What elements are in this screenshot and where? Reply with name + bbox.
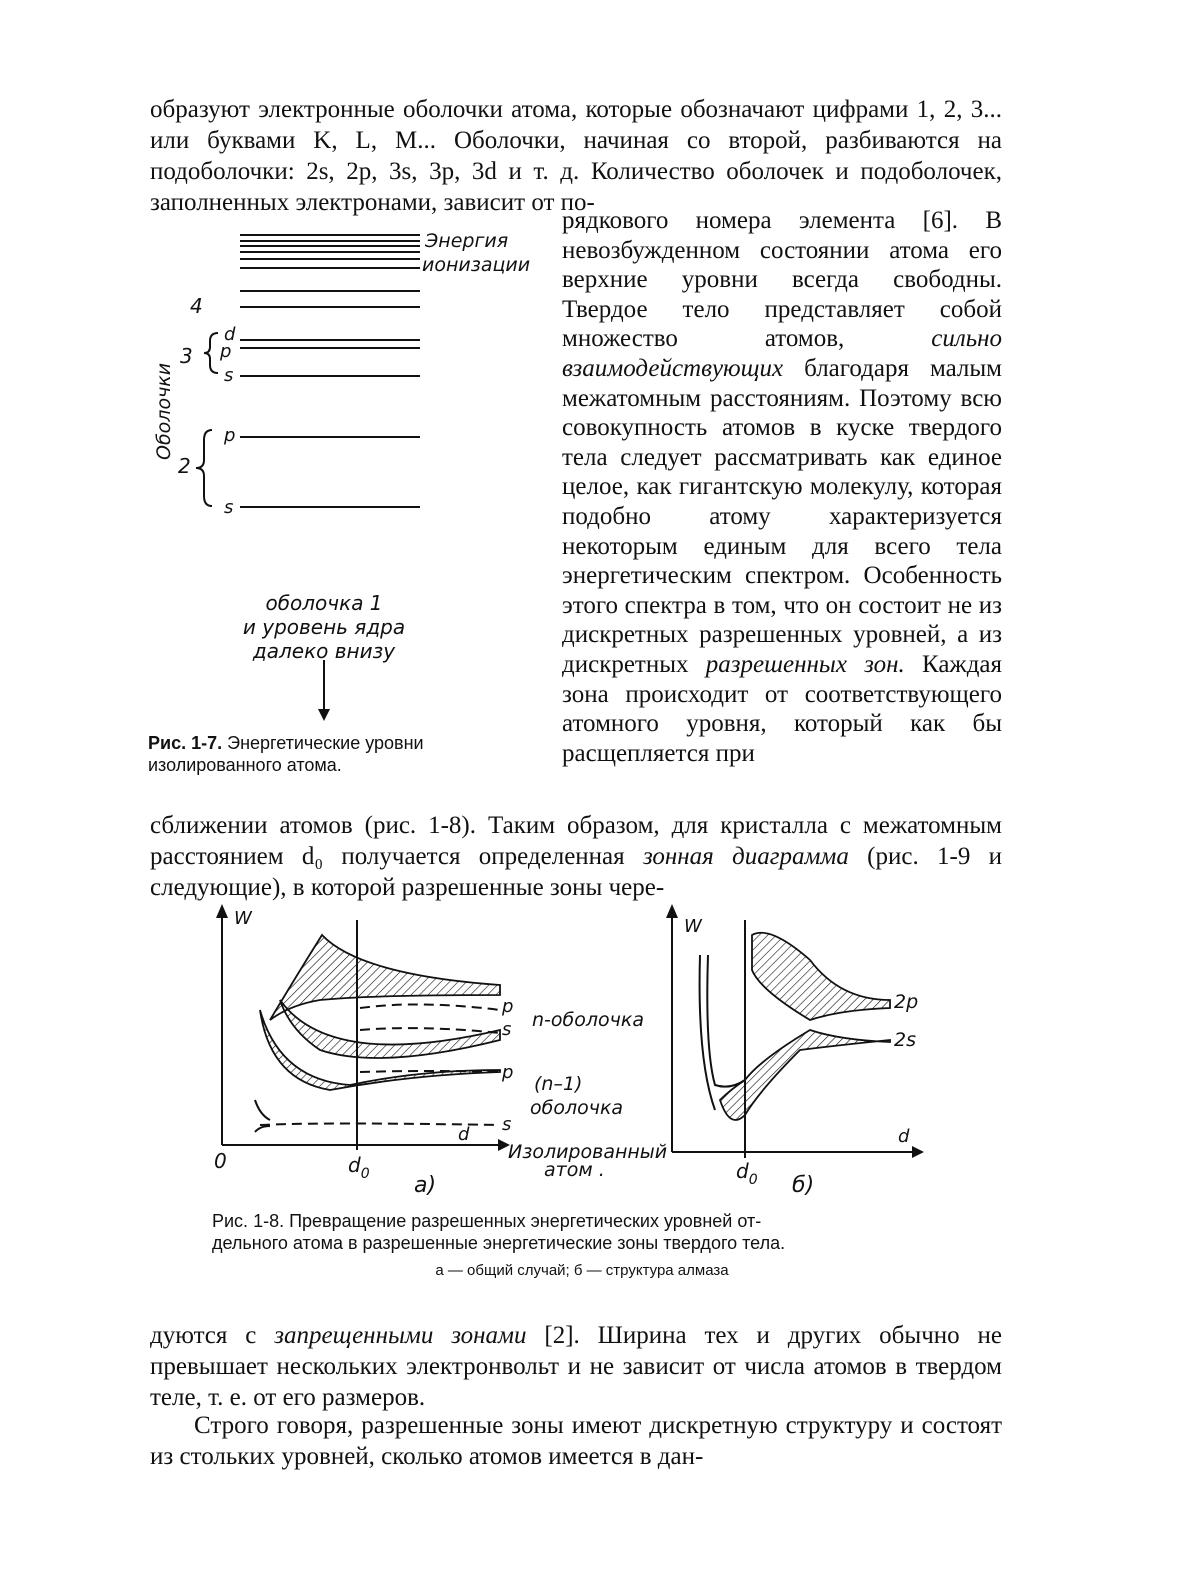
fig18a-isolated-1: Изолированный [508,1141,668,1163]
bottom1-text-a: дуются с [150,1322,275,1349]
shell-4-label: 4 [190,294,203,318]
fig18-caption-line3: а — общий случай; б — структура алмаза [435,1262,729,1279]
fig18-panel-a: а) [414,1173,437,1198]
shell1-note-1: оболочка 1 [265,591,383,615]
fig18b-2p: 2p [894,991,919,1013]
figure-1-7 [140,215,560,735]
ionization-label-1: Энергия [425,230,509,252]
right-col-emphasis-1: сильно взаимодействующих [562,325,1002,382]
bottom1-emphasis: запрещенными зонами [274,1322,527,1349]
fig18a-n-s: s [502,1019,512,1040]
fig18-caption-line2: дельного атома в разрешенные энергетические зоны твердого тела. [212,1233,786,1253]
level-2s-label: s [224,497,234,518]
fig18a-axis-w: W [234,908,252,929]
fig18b-axis-w: W [684,916,702,937]
middle-text-b: (рис. 1-9 и следующие), в которой разрешенные зоны чере- [150,843,1002,901]
right-col-text-a: рядкового номера элемента [6]. В невозбужденном состоянии атома его верхние уровни всегда свободны. Твердое тело представляет собой множество атомов, [562,207,1002,353]
shell-axis-label: Оболочки [153,362,175,460]
fig18a-origin: 0 [214,1149,227,1173]
figure-1-7-caption [148,732,528,776]
ionization-label-2: ионизации [422,254,531,276]
paragraph-bottom-1 [150,1320,1002,1413]
level-2p-label: p [224,425,236,446]
fig18-panel-b: б) [792,1173,815,1198]
paragraph-top: образуют электронные оболочки атома, которые обозначают цифрами 1, 2, 3... или буквами K, L, M... Оболочки, начиная со второй, разбиваются на подоболочки: 2s, 2p, 3s, 3p, 3d и т. д. Количество оболочек и подоболочек, заполненных электронами, зависит от по- [150,96,1002,216]
middle-emphasis: зонная диаграмма [642,843,849,870]
paragraph-right-column [562,206,1002,768]
level-3s-label: s [224,365,234,386]
fig18-caption-line1: Рис. 1-8. Превращение разрешенных энергетических уровней от- [212,1211,762,1231]
fig18a-d0: $d_0$ [348,1153,370,1182]
fig18a-n1-s: s [502,1114,512,1135]
shell-2-label: 2 [178,454,191,478]
level-3d-label: d [224,324,236,345]
right-col-emphasis-2: разрешенных зон. [705,650,905,678]
bottom1-text-b: [2]. Ширина тех и других обычно не превышает нескольких электронвольт и не зависит от числа атомов в твердом теле, т. е. от его размеров. [150,1322,1002,1411]
fig18b-d0: $d_0$ [736,1159,758,1188]
level-3p-label: p [220,341,232,362]
right-col-text-c: Каждая зона происходит от соответствующего атомного уровня, который как бы расщепляется при [562,650,1003,767]
fig17-caption-num: Рис. 1-7. [148,733,223,753]
shell1-note-2: и уровень ядра [242,615,406,639]
fig18a-n1-p: p [502,1062,514,1083]
fig18a-axis-d: d [458,1124,470,1145]
shell-3-label: 3 [180,344,193,368]
fig18a-n-shell: n-оболочка [532,1009,644,1031]
paragraph-middle [150,810,1002,903]
fig18a-n-p: p [502,996,514,1017]
paragraph-bottom-2: Строго говоря, разрешенные зоны имеют дискретную структуру и состоят из стольких уровней, сколько атомов имеется в дан- [150,1412,1002,1470]
shell1-note-3: далеко внизу [252,639,396,663]
fig18a-n1-shell-2: оболочка [530,1097,624,1119]
right-col-text-b: благодаря малым межатомным расстояниям. Поэтому всю совокупность атомов в куске твердого тела следует рассматривать как единое целое, как гигантскую молекулу, которая подобно атому характеризуется некоторым единым для всего тела энергетическим спектром. Особенность этого спектра в том, что он состоит не из дискретных разрешенных уровней, а из дискретных [562,354,1002,678]
fig18a-isolated-2: атом . [544,1159,605,1181]
middle-text-a: сближении атомов (рис. 1-8). Таким образом, для кристалла с межатомным расстоянием d₀ получается определенная [150,812,1002,870]
fig18b-2s: 2s [894,1029,916,1051]
figure-1-8-caption [212,1210,952,1282]
fig18b-axis-d: d [898,1126,910,1147]
fig18a-n1-shell-1: (n–1) [534,1073,583,1095]
figure-1-8 [200,900,960,1210]
fig17-caption-text: Энергетические уровни изолированного атома. [148,733,424,775]
